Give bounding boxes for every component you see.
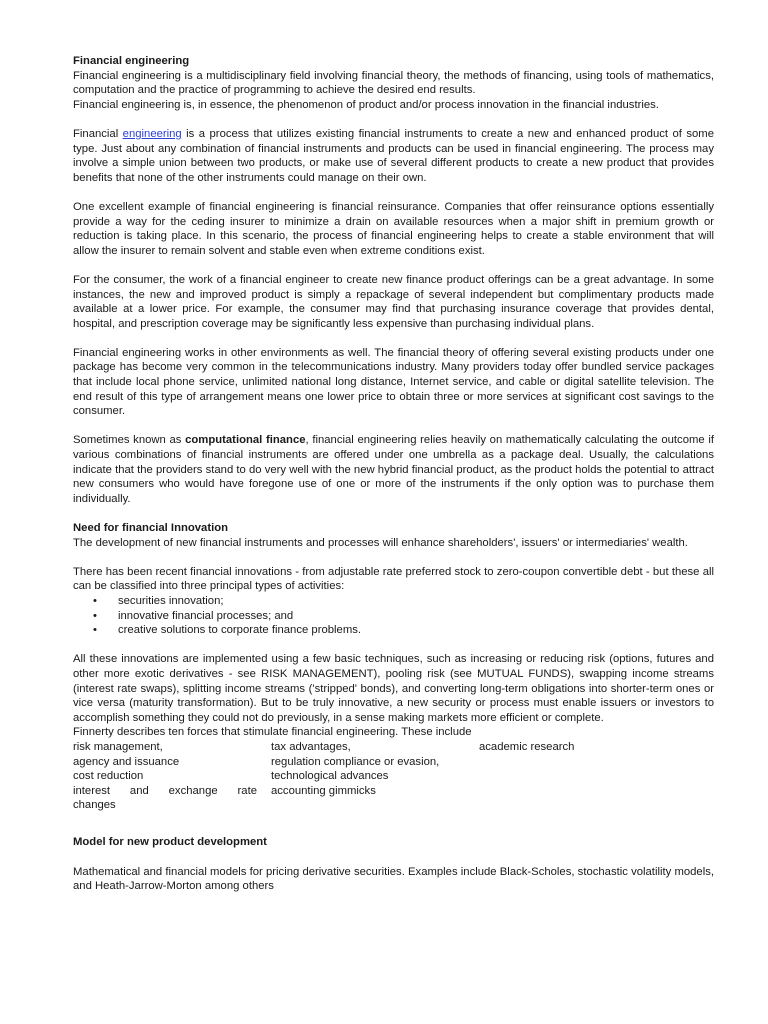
force-item: accounting gimmicks (271, 784, 376, 797)
paragraph-with-link: Financial engineering is a process that utilizes existing financial instruments to create a new and enhanced product of some type. Just about any combination of financial instruments and products can be used in financial engineering. The process may involve a simple union between two products, or make use of several different products to create a new product that provides benefits that none of the other instruments could manage on their own. (73, 127, 714, 184)
force-item: academic research (479, 740, 575, 753)
paragraph: Financial engineering is, in essence, the phenomenon of product and/or process innovation in the financial industries. (73, 98, 659, 111)
paragraph: Financial engineering works in other environments as well. The financial theory of offering several existing products under one package has become very common in the telecommunications industry. Many providers today offer bundled service packages that include local phone service, unlimited national long distance, Internet service, and cable or digital satellite television. The end result of this type of arrangement means one lower price to obtain three or more services at significant cost savings to the consumer. (73, 346, 714, 418)
force-item: risk management, (73, 740, 163, 753)
paragraph: The development of new financial instruments and processes will enhance shareholders', issuers' or intermediaries' wealth. (73, 536, 688, 549)
paragraph: Sometimes known as computational finance, financial engineering relies heavily on mathematically calculating the outcome if various combinations of financial instruments are offered under one umbrella as a package deal. Usually, the calculations indicate that the providers stand to do very well with the new hybrid financial product, as the product holds the potential to attract new consumers who would have foregone use of one or more of the instruments if the only option was to purchase them individually. (73, 434, 714, 505)
force-item: tax advantages, (271, 740, 351, 753)
list-item: • securities innovation; (73, 594, 714, 609)
paragraph: Mathematical and financial models for pricing derivative securities. Examples include Black-Scholes, stochastic volatility models, and Heath-Jarrow-Morton among others (73, 865, 714, 893)
force-item: regulation compliance or evasion, (271, 755, 440, 768)
bullet-list (73, 594, 714, 638)
bold-term: computational finance (185, 434, 306, 447)
paragraph: All these innovations are implemented using a few basic techniques, such as increasing or reducing risk (options, futures and other more exotic derivatives - see RISK MANAGEMENT), pooling risk (see MUTUAL FUNDS), swapping income streams (interest rate swaps), splitting income streams ('stripped' bonds), and converting long-term obligations into shorter-term ones or vice versa (maturity transformation). But to be truly innovative, a new security or process must enable issuers or investors to accomplish something they could not do previously, in a sense making markets more efficient or complete. (73, 653, 714, 724)
paragraph: Financial engineering is a multidisciplinary field involving financial theory, the methods of financing, using tools of mathematics, computation and the practice of programming to achieve the desired end results. (73, 69, 714, 97)
paragraph: For the consumer, the work of a financial engineer to create new finance product offerings can be a great advantage. In some instances, the new and improved product is simply a repackage of several independent but complimentary products made available at a lower price. For example, the consumer may find that purchasing insurance coverage that provides dental, hospital, and prescription coverage may be significantly less expensive than purchasing individual plans. (73, 273, 714, 330)
force-item: technological advances (271, 770, 389, 783)
document-page (73, 54, 714, 894)
list-item: • creative solutions to corporate finance problems. (73, 623, 714, 638)
forces-table (73, 740, 714, 813)
paragraph: Finnerty describes ten forces that stimulate financial engineering. These include (73, 726, 472, 739)
section-title-financial-engineering: Financial engineering (73, 55, 190, 67)
paragraph: One excellent example of financial engineering is financial reinsurance. Companies that offer reinsurance options essentially provide a way for the ceding insurer to minimize a drain on available resources when a major shift in premium growth or reduction is taking place. In this scenario, the process of financial engineering helps to create a stable environment that will allow the insurer to remain solvent and stable even when extreme conditions exist. (73, 200, 714, 257)
force-item: changes (73, 799, 116, 812)
force-item: interest and exchange rate (73, 784, 257, 797)
engineering-link[interactable]: engineering (122, 127, 182, 140)
section-title-model-new-product: Model for new product development (73, 836, 267, 849)
section-title-need-for-innovation: Need for financial Innovation (73, 522, 229, 534)
force-item: cost reduction (73, 770, 144, 783)
paragraph: There has been recent financial innovations - from adjustable rate preferred stock to zero-coupon convertible debt - but these all can be classified into three principal types of activities: (73, 565, 714, 593)
force-item: agency and issuance (73, 755, 180, 768)
list-item: • innovative financial processes; and (73, 609, 714, 624)
